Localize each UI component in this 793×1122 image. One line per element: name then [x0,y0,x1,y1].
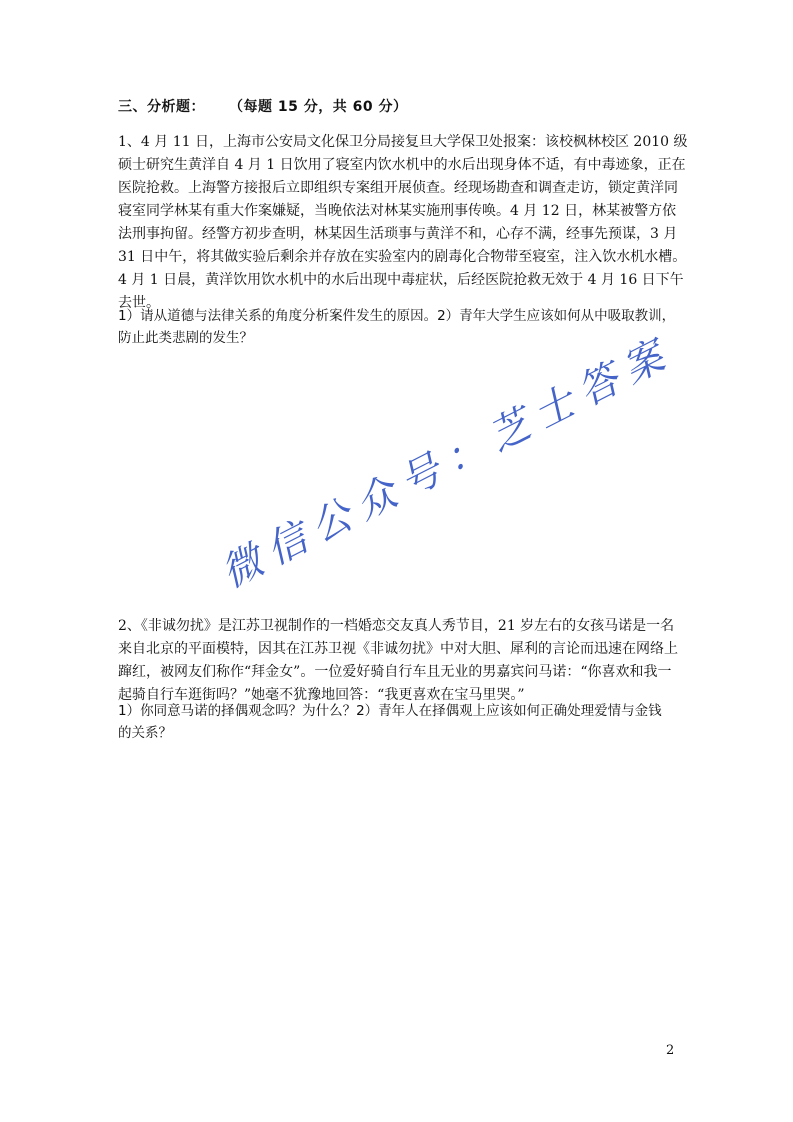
section-subtitle: （每题 15 分，共 60 分） [229,99,408,115]
text-line: 蹿红，被网友们称作“拜金女”。一位爱好骑自行车且无业的男嘉宾问马诺：“你喜欢和我一 [118,664,672,680]
text-line: 4 月 1 日晨，黄洋饮用饮水机中的水后出现中毒症状，后经医院抢救无效于 4 月 16 日下午 [118,272,684,288]
question-2-prompts [118,700,678,744]
prompt-line: 防止此类悲剧的发生？ [118,330,253,346]
prompt-line: 1）你同意马诺的择偶观念吗？为什么？2）青年人在择偶观上应该如何正确处理爱情与金钱 [118,703,662,719]
page-number: 2 [666,1043,675,1058]
text-line: 法刑事拘留。经警方初步查明，林某因生活琐事与黄洋不和，心存不满，经事先预谋，3 月 [118,226,678,242]
question-1-text [118,131,688,315]
text-line: 去世。 [118,295,160,311]
section-title: 三、分析题： [118,99,205,115]
watermark: 微信公众号：芝士答案 [214,329,681,598]
text-line: 1、4 月 11 日，上海市公安局文化保卫分局接复旦大学保卫处报案：该校枫林校区 2010 级 [118,134,688,150]
text-line: 31 日中午，将其做实验后剩余并存放在实验室内的剧毒化合物带至寝室，注入饮水机水槽。 [118,249,687,265]
prompt-line: 1）请从道德与法律关系的角度分析案件发生的原因。2）青年大学生应该如何从中吸取教训， [118,308,676,324]
text-line: 起骑自行车逛街吗？”她毫不犹豫地回答：“我更喜欢在宝马里哭。” [118,687,525,703]
question-1-prompts [118,305,678,349]
section-heading [118,96,407,116]
text-line: 来自北京的平面模特，因其在江苏卫视《非诚勿扰》中对大胆、犀利的言论而迅速在网络上 [118,641,678,657]
prompt-line: 的关系？ [118,725,172,741]
text-line: 医院抢救。上海警方接报后立即组织专案组开展侦查。经现场勘查和调查走访，锁定黄洋同 [118,180,678,196]
text-line: 2、《非诚勿扰》是江苏卫视制作的一档婚恋交友真人秀节目，21 岁左右的女孩马诺是一名 [118,618,675,634]
text-line: 硕士研究生黄洋自 4 月 1 日饮用了寝室内饮水机中的水后出现身体不适，有中毒迹象，正在 [118,157,686,173]
text-line: 寝室同学林某有重大作案嫌疑，当晚依法对林某实施刑事传唤。4 月 12 日，林某被警方依 [118,203,677,219]
question-2-text [118,615,678,707]
